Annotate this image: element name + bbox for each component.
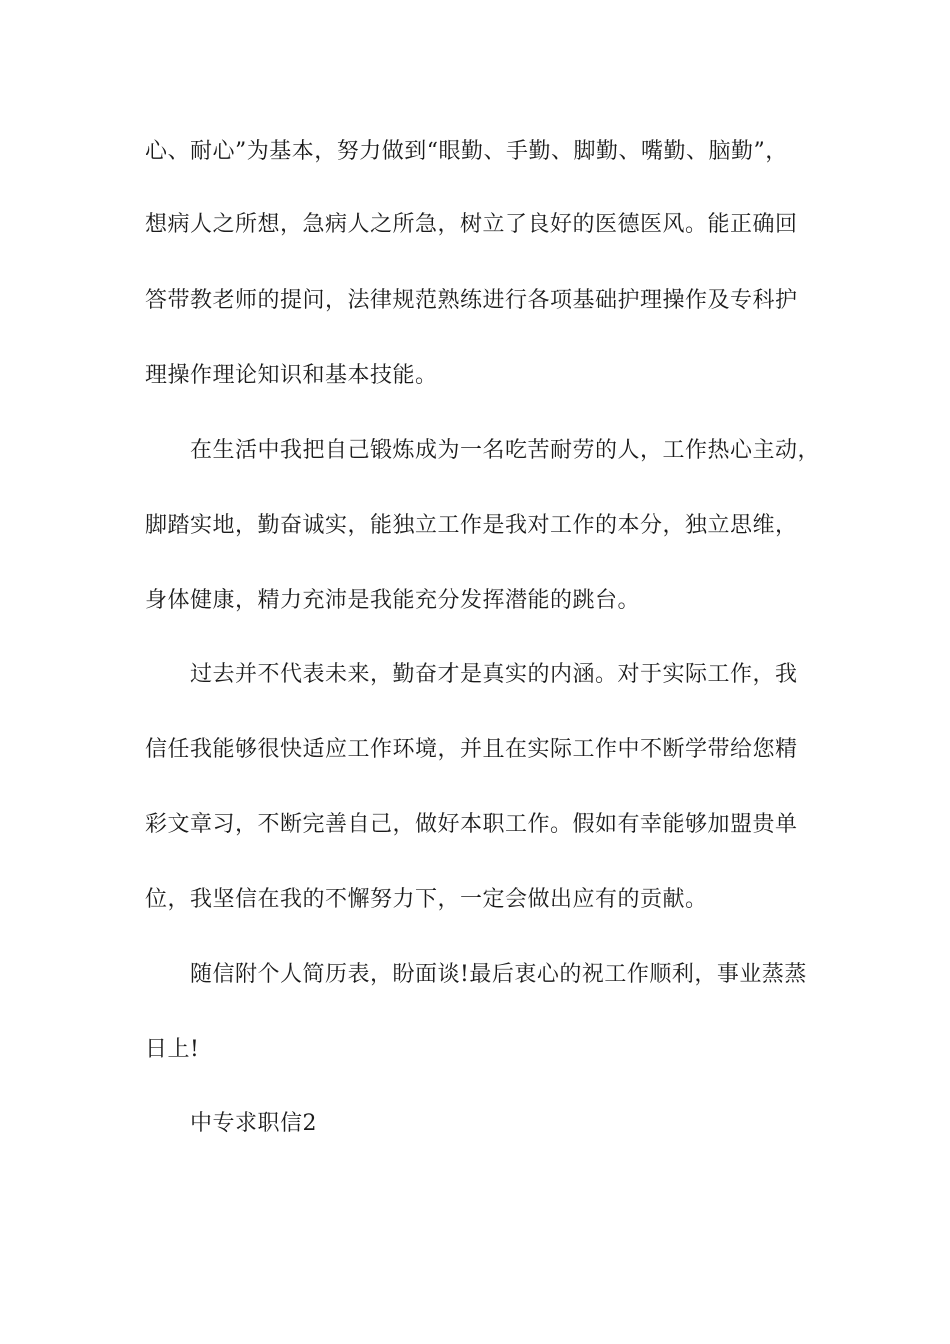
text-line: 心、耐心”为基本，努力做到“眼勤、手勤、脚勤、嘴勤、脑勤”， (145, 139, 788, 164)
text-line: 信任我能够很快适应工作环境，并且在实际工作中不断学带给您精 (145, 737, 798, 762)
text-line: 答带教老师的提问，法律规范熟练进行各项基础护理操作及专科护 (145, 288, 798, 313)
text-line: 位，我坚信在我的不懈努力下，一定会做出应有的贡献。 (145, 887, 708, 912)
text-line: 脚踏实地，勤奋诚实，能独立工作是我对工作的本分，独立思维， (145, 513, 798, 538)
section-heading: 中专求职信2 (190, 1111, 317, 1136)
text-line: 理操作理论知识和基本技能。 (145, 363, 438, 388)
text-line: 随信附个人简历表，盼面谈!最后衷心的祝工作顺利，事业蒸蒸 (190, 962, 807, 987)
text-line: 身体健康，精力充沛是我能充分发挥潜能的跳台。 (145, 588, 641, 613)
text-line: 想病人之所想，急病人之所急，树立了良好的医德医风。能正确回 (145, 212, 798, 237)
text-line: 在生活中我把自己锻炼成为一名吃苦耐劳的人，工作热心主动， (190, 438, 821, 463)
text-line: 日上! (145, 1037, 200, 1062)
text-line: 彩文章习，不断完善自己，做好本职工作。假如有幸能够加盟贵单 (145, 812, 798, 837)
text-line: 过去并不代表未来，勤奋才是真实的内涵。对于实际工作，我 (190, 662, 798, 687)
